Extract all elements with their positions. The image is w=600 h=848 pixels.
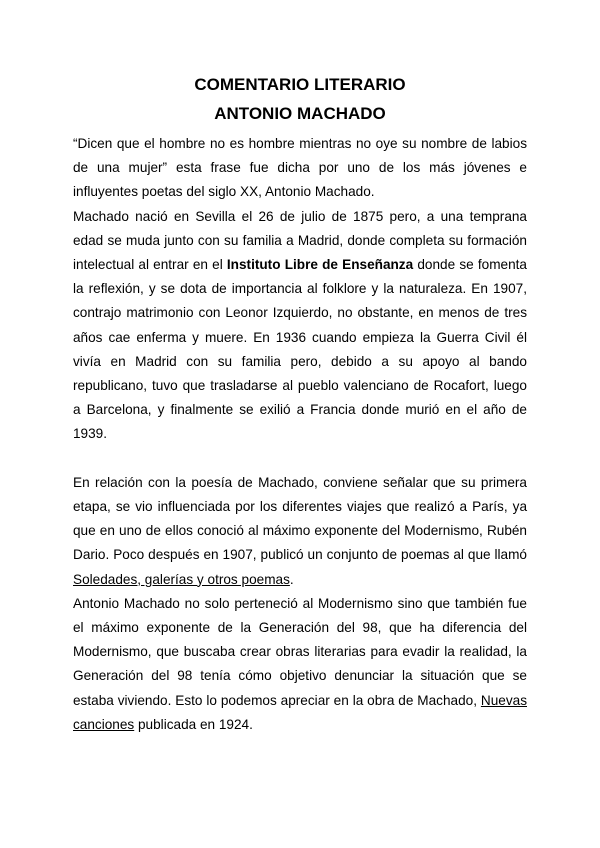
paragraph-text: . [289, 571, 294, 587]
paragraph-text: Machado nació en Sevilla el 26 de julio de 1875 pero, a una temprana edad se muda junto con su familia a Madrid, donde completa su formación intelectual al entrar en el [73, 208, 527, 273]
document-body [73, 132, 527, 737]
paragraph-biography [73, 205, 527, 447]
paragraph-quote [73, 132, 527, 205]
paragraph-text: publicada en 1924. [134, 716, 253, 732]
work-title-nuevas-canciones: Nuevas canciones [73, 692, 527, 732]
document-title: COMENTARIO LITERARIO [194, 75, 406, 94]
paragraph-text: donde se fomenta la reflexión, y se dota de importancia al folklore y la naturaleza. En 1907, contrajo matrimonio con Leonor Izquierdo, no obstante, en menos de tres años cae enferma y muere. En 1936 cuando empieza la Guerra Civil él vivía en Madrid con su familia pero, debido a su apoyo al bando republicano, tuvo que trasladarse al pueblo valenciano de Rocafort, luego a Barcelona, y finalmente se exilió a Francia donde murió en el año de 1939. [73, 257, 527, 442]
paragraph-text: “Dicen que el hombre no es hombre mientras no oye su nombre de labios de una mujer” esta frase fue dicha por uno de los más jóvenes e influyentes poetas del siglo XX, Antonio Machado. [73, 136, 527, 200]
paragraph-text: Antonio Machado no solo perteneció al Modernismo sino que también fue el máximo exponente de la Generación del 98, que ha diferencia del Modernismo, que buscaba crear obras literarias para evadir la realidad, la Generación del 98 tenía cómo objetivo denunciar la situación que se estaba viviendo. Esto lo podemos apreciar en la obra de Machado, [73, 595, 527, 708]
institution-name: Instituto Libre de Enseñanza [226, 257, 414, 273]
paragraph-generation-98 [73, 592, 527, 737]
document-subtitle: ANTONIO MACHADO [214, 104, 386, 123]
paragraph-poetry [73, 471, 527, 592]
work-title-soledades: Soledades, galerías y otros poemas [73, 571, 290, 587]
paragraph-text: En relación con la poesía de Machado, conviene señalar que su primera etapa, se vio influenciada por los diferentes viajes que realizó a París, ya que en uno de ellos conoció al máximo exponente del Modernismo, Rubén Dario. Poco después en 1907, publicó un conjunto de poemas al que llamó [73, 474, 527, 563]
